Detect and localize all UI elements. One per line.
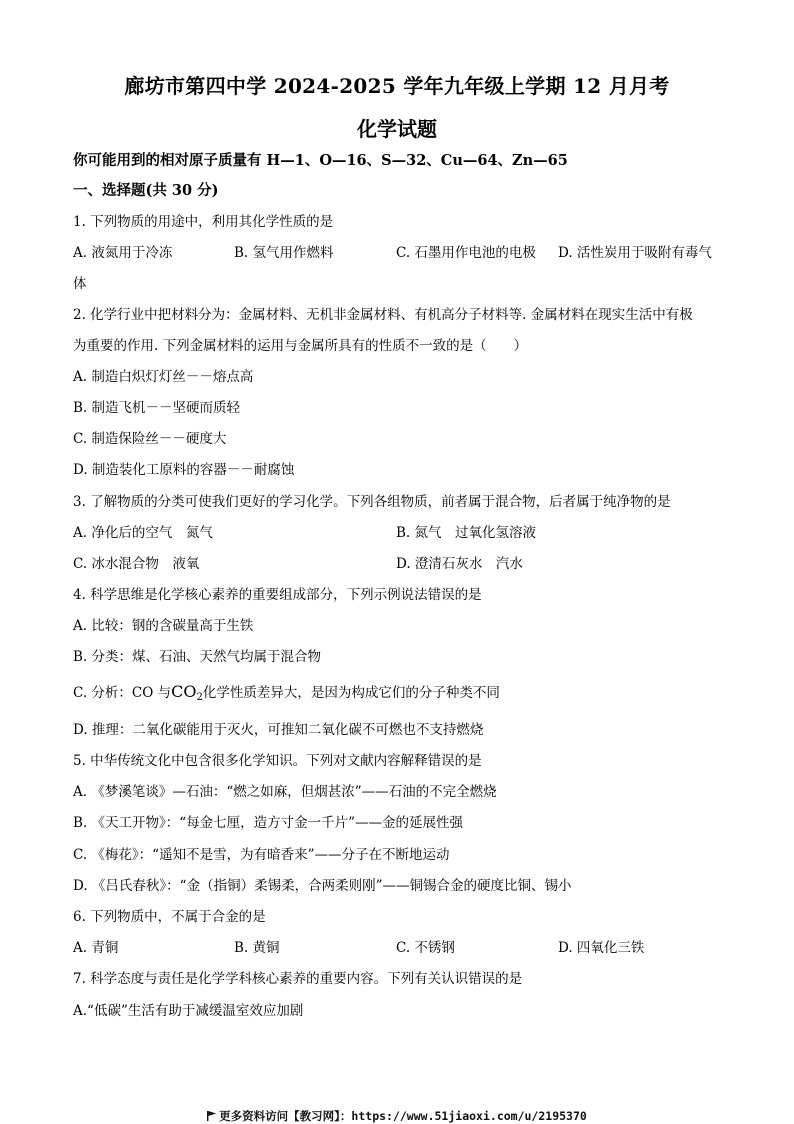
co2-formula-co: CO: [171, 682, 197, 701]
co2-formula-sub: 2: [196, 692, 203, 703]
footer-link[interactable]: [0, 1108, 794, 1124]
question-1-stem: 1. 下列物质的用途中，利用其化学性质的是: [73, 214, 334, 230]
question-6-option-a: A. 青铜: [73, 940, 119, 956]
question-4-option-c-prefix: C. 分析：CO 与: [73, 685, 172, 701]
section-heading: 一、选择题(共 30 分): [73, 182, 219, 199]
question-1-option-a: A. 液氮用于冷冻: [73, 245, 173, 261]
question-2-option-c: C. 制造保险丝－－硬度大: [73, 431, 227, 447]
question-1-option-d: D. 活性炭用于吸附有毒气: [558, 245, 712, 261]
question-7-stem: 7. 科学态度与责任是化学学科核心素养的重要内容。下列有关认识错误的是: [73, 971, 523, 987]
footer-text: 更多资料访问【教习网】：https://www.51jiaoxi.com/u/2195370: [219, 1109, 587, 1123]
question-3-option-d: D. 澄清石灰水 汽水: [396, 556, 523, 572]
flag-icon: [207, 1110, 216, 1120]
question-5-option-d: D. 《吕氏春秋》：“金（指铜）柔锡柔，合两柔则刚”——铜锡合金的硬度比铜、锡小: [73, 878, 572, 894]
question-7-option-a: A.“低碳”生活有助于减缓温室效应加剧: [73, 1003, 304, 1019]
question-2-option-b: B. 制造飞机－－坚硬而质轻: [73, 400, 241, 416]
question-2-stem-1: 2. 化学行业中把材料分为：金属材料、无机非金属材料、有机高分子材料等. 金属材料在现实生活中有极: [73, 307, 693, 323]
question-5-stem: 5. 中华传统文化中包含很多化学知识。下列对文献内容解释错误的是: [73, 753, 482, 769]
exam-title: 廊坊市第四中学 2024-2025 学年九年级上学期 12 月月考: [124, 74, 670, 98]
question-5-option-b: B. 《天工开物》：“每金七厘，造方寸金一千片”——金的延展性强: [73, 815, 464, 831]
question-3-option-a: A. 净化后的空气 氮气: [73, 525, 213, 541]
question-4-stem: 4. 科学思维是化学核心素养的重要组成部分，下列示例说法错误的是: [73, 587, 482, 603]
exam-subtitle: 化学试题: [357, 117, 437, 141]
question-6-option-d: D. 四氧化三铁: [558, 940, 645, 956]
question-4-option-c-suffix: 化学性质差异大，是因为构成它们的分子种类不同: [202, 685, 500, 701]
question-3-stem: 3. 了解物质的分类可使我们更好的学习化学。下列各组物质，前者属于混合物，后者属于纯净物的是: [73, 494, 671, 510]
co2-formula: [171, 682, 203, 701]
atomic-mass-note: 你可能用到的相对原子质量有 H—1、O—16、S—32、Cu—64、Zn—65: [73, 152, 568, 169]
question-1-option-c: C. 石墨用作电池的电极: [396, 245, 536, 261]
question-1-option-d-cont: 体: [73, 276, 87, 292]
question-3-option-b: B. 氮气 过氧化氢溶液: [396, 525, 537, 541]
question-6-option-c: C. 不锈钢: [396, 940, 455, 956]
question-1-option-b: B. 氢气用作燃料: [234, 245, 334, 261]
question-2-stem-2: 为重要的作用. 下列金属材料的运用与金属所具有的性质不一致的是（ ）: [73, 338, 528, 354]
question-4-option-c: [73, 683, 500, 707]
question-4-option-b: B. 分类：煤、石油、天然气均属于混合物: [73, 649, 322, 665]
question-4-option-d: D. 推理：二氧化碳能用于灭火，可推知二氧化碳不可燃也不支持燃烧: [73, 722, 484, 738]
question-5-option-a: A. 《梦溪笔谈》—石油：“燃之如麻，但烟甚浓”——石油的不完全燃烧: [73, 784, 497, 800]
question-3-option-c: C. 冰水混合物 液氧: [73, 556, 200, 572]
question-6-option-b: B. 黄铜: [234, 940, 280, 956]
question-6-stem: 6. 下列物质中，不属于合金的是: [73, 909, 266, 925]
question-2-option-d: D. 制造装化工原料的容器－－耐腐蚀: [73, 462, 295, 478]
question-4-option-a: A. 比较：钢的含碳量高于生铁: [73, 618, 254, 634]
question-2-option-a: A. 制造白炽灯灯丝－－熔点高: [73, 369, 254, 385]
question-5-option-c: C. 《梅花》：“遥知不是雪，为有暗香来”——分子在不断地运动: [73, 847, 450, 863]
